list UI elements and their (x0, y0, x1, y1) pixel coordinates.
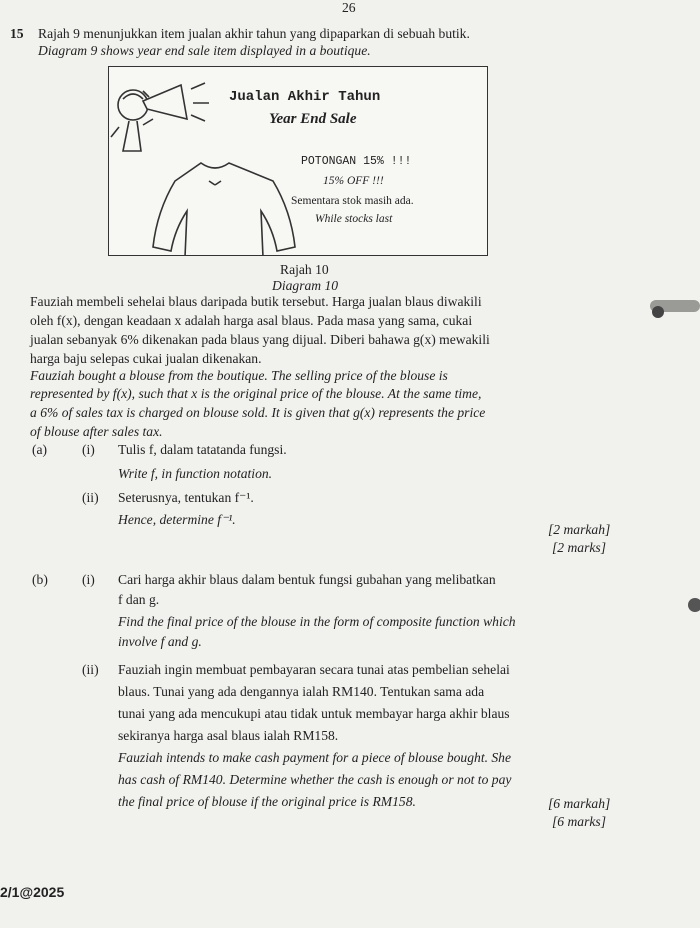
binder-hole-top (652, 306, 664, 318)
question-number: 15 (10, 26, 24, 41)
poster-stock-en: While stocks last (315, 213, 393, 225)
stem-ms-line: jualan sebanyak 6% dikenakan pada blaus yang dijual. Diberi bahawa g(x) mewakili (30, 332, 490, 347)
stem-en-line: a 6% of sales tax is charged on blouse sold. It is given that g(x) represents the price (30, 405, 486, 420)
page-number: 26 (342, 0, 356, 15)
poster-title-en: Year End Sale (269, 111, 357, 127)
poster-title-ms: Jualan Akhir Tahun (229, 89, 381, 105)
part-b-i-ms-line: Cari harga akhir blaus dalam bentuk fungsi gubahan yang melibatkan (118, 572, 496, 587)
part-b-label: (b) (32, 572, 48, 587)
poster-discount-en: 15% OFF !!! (323, 175, 384, 187)
part-b-ii-en-line: the final price of blouse if the original price is RM158. (118, 794, 416, 809)
part-a-i-ms: Tulis f, dalam tatatanda fungsi. (118, 442, 287, 457)
part-b-ii-ms-line: blaus. Tunai yang ada dengannya ialah RM140. Tentukan sama ada (118, 684, 485, 699)
diagram-caption-en: Diagram 10 (272, 278, 339, 293)
part-a-ii-en: Hence, determine f⁻¹. (118, 512, 236, 527)
part-b-ii-en-line: has cash of RM140. Determine whether the cash is enough or not to pay (118, 772, 512, 787)
part-b-ii-ms-line: Fauziah ingin membuat pembayaran secara tunai atas pembelian sehelai (118, 662, 510, 677)
part-b-i-en-line: involve f and g. (118, 634, 202, 649)
part-b-marks-ms: [6 markah] (548, 796, 611, 811)
part-b-ii-ms-line: tunai yang ada mencukupi atau tidak untuk membayar harga akhir blaus (118, 706, 510, 721)
part-a-i-en: Write f, in function notation. (118, 466, 273, 481)
question-intro-en: Diagram 9 shows year end sale item displayed in a boutique. (38, 43, 371, 58)
poster-stock-ms: Sementara stok masih ada. (291, 195, 414, 207)
footer-code: 2/1@2025 (0, 884, 65, 900)
poster-discount-ms: POTONGAN 15% !!! (301, 155, 412, 168)
part-b-ii-en-line: Fauziah intends to make cash payment for a piece of blouse bought. She (118, 750, 512, 765)
stem-en-line: Fauziah bought a blouse from the boutique. The selling price of the blouse is (30, 368, 448, 383)
stem-ms-line: Fauziah membeli sehelai blaus daripada butik tersebut. Harga jualan blaus diwakili (30, 294, 482, 309)
part-b-ii-label: (ii) (82, 662, 99, 677)
sale-poster (108, 66, 488, 256)
stem-en-line: of blouse after sales tax. (30, 424, 163, 439)
stem-ms-line: harga baju selepas cukai jualan dikenakan. (30, 351, 262, 366)
part-b-i-ms-line: f dan g. (118, 592, 160, 607)
blouse-icon (153, 163, 295, 255)
part-b-i-label: (i) (82, 572, 95, 587)
part-a-ii-label: (ii) (82, 490, 99, 505)
stem-en-line: represented by f(x), such that x is the original price of the blouse. At the same time, (30, 386, 482, 401)
person-with-megaphone-icon (111, 83, 209, 151)
question-intro-ms: Rajah 9 menunjukkan item jualan akhir tahun yang dipaparkan di sebuah butik. (38, 26, 470, 41)
binder-hole-bottom (688, 598, 700, 612)
part-a-ii-ms: Seterusnya, tentukan f⁻¹. (118, 490, 254, 505)
part-b-i-en-line: Find the final price of the blouse in the form of composite function which (118, 614, 516, 629)
diagram-caption-ms: Rajah 10 (280, 262, 329, 277)
part-a-marks-en: [2 marks] (552, 540, 607, 555)
part-b-marks-en: [6 marks] (552, 814, 607, 829)
part-a-i-label: (i) (82, 442, 95, 457)
part-a-marks-ms: [2 markah] (548, 522, 611, 537)
part-a-label: (a) (32, 442, 48, 457)
stem-ms-line: oleh f(x), dengan keadaan x adalah harga asal blaus. Pada masa yang sama, cukai (30, 313, 473, 328)
part-b-ii-ms-line: sekiranya harga asal blaus ialah RM158. (118, 728, 339, 743)
